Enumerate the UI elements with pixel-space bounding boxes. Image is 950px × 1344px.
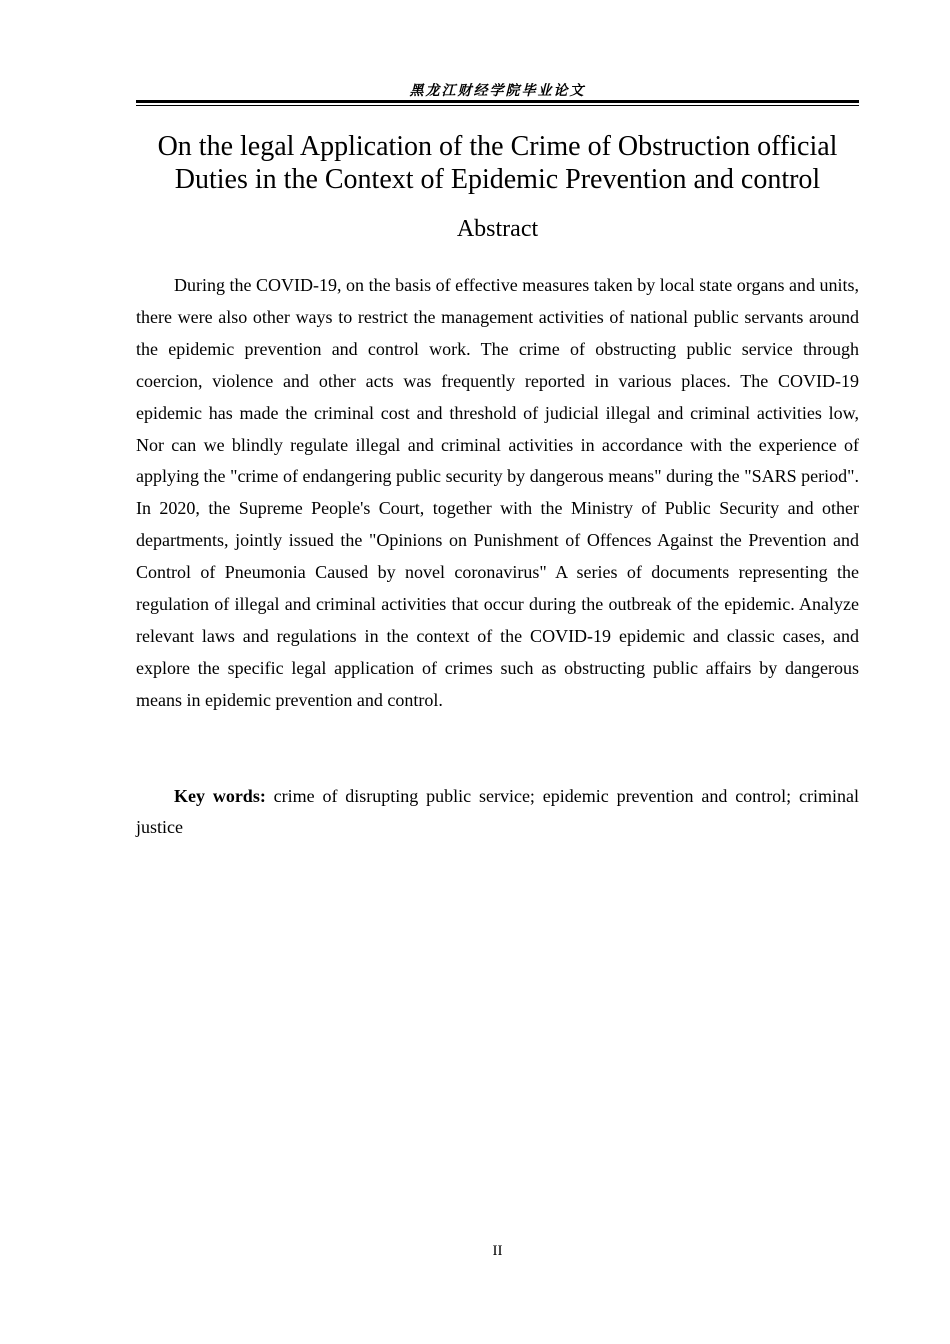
keywords-paragraph xyxy=(136,781,859,843)
header-rule-thick xyxy=(136,100,859,103)
paper-title: On the legal Application of the Crime of Obstruction official Duties in the Context of Epidemic Prevention and control xyxy=(157,131,838,195)
abstract-heading: Abstract xyxy=(456,216,539,242)
keywords-text: crime of disrupting public service; epidemic prevention and control; criminal justice xyxy=(136,786,859,837)
header-rule-thin xyxy=(136,105,859,106)
abstract-body: During the COVID-19, on the basis of effective measures taken by local state organs and units, there were also other ways to restrict the management activities of national public servants around the epidemic prevention and control work. The crime of obstructing public service through coercion, violence and other acts was frequently reported in various places. The COVID-19 epidemic has made the criminal cost and threshold of judicial illegal and criminal activities low, Nor can we blindly regulate illegal and criminal activities in accordance with the experience of applying the "crime of endangering public security by dangerous means" during the "SARS period". In 2020, the Supreme People's Court, together with the Ministry of Public Security and other departments, jointly issued the "Opinions on Punishment of Offences Against the Prevention and Control of Pneumonia Caused by novel coronavirus" A series of documents representing the regulation of illegal and criminal activities that occur during the outbreak of the epidemic. Analyze relevant laws and regulations in the context of the COVID-19 epidemic and classic cases, and explore the specific legal application of crimes such as obstructing public affairs by dangerous means in epidemic prevention and control. xyxy=(136,275,859,710)
keywords-label: Key words: xyxy=(174,786,266,806)
running-header: 黑龙江财经学院毕业论文 xyxy=(409,83,586,99)
page-number: II xyxy=(492,1243,503,1259)
